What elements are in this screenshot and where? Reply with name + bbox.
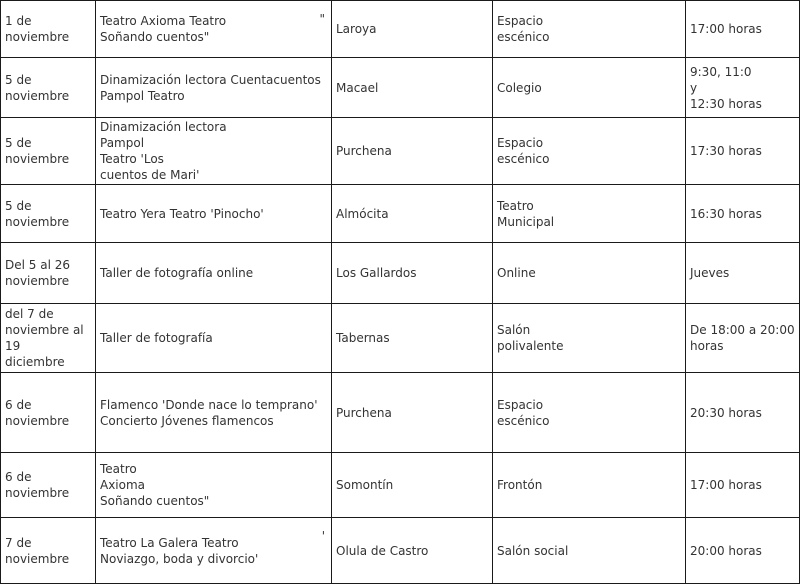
time-cell-text: 20:00 horas [690,543,762,558]
venue-cell-text: Espacio escénico [497,14,550,44]
date-cell [0,118,96,185]
date-cell-text: Del 5 al 26 noviembre [5,258,70,288]
time-cell-text: 9:30, 11:0 y 12:30 horas [690,64,762,111]
date-cell [0,518,96,584]
place-cell [332,243,493,304]
time-cell [686,453,800,518]
time-cell [686,518,800,584]
activity-cell-text: Teatro Axioma Soñando cuentos" [100,462,210,508]
place-cell-text: Purchena [336,144,392,158]
activity-cell [96,373,332,453]
date-cell [0,185,96,243]
venue-cell-text: Online [497,266,536,280]
time-cell [686,243,800,304]
activity-cell [96,185,332,243]
date-cell [0,0,96,58]
place-cell [332,453,493,518]
activity-cell [96,518,332,584]
venue-cell [493,118,686,185]
venue-cell [493,0,686,58]
activity-cell [96,453,332,518]
place-cell-text: Laroya [336,22,377,36]
time-cell [686,58,800,118]
venue-cell-text: Salón polivalente [497,323,564,353]
activity-cell-text: Teatro La Galera Teatro Noviazgo, boda y divorcio' [100,535,259,566]
activity-cell-text: Taller de fotografía online [100,266,254,280]
place-cell [332,518,493,584]
activity-cell-text: Dinamización lectora Cuentacuentos Pampol Teatro [100,72,321,103]
venue-cell [493,304,686,373]
date-cell [0,373,96,453]
venue-cell-text: Espacio escénico [497,397,550,428]
venue-cell-text: Colegio [497,80,542,95]
venue-cell [493,518,686,584]
place-cell-text: Macael [336,80,379,95]
place-cell-text: Olula de Castro [336,543,429,558]
date-cell-text: 6 de noviembre [5,397,70,428]
date-cell-text: 6 de noviembre [5,470,70,500]
place-cell [332,58,493,118]
place-cell-text: Los Gallardos [336,266,417,280]
time-cell-text: 17:30 horas [690,144,762,158]
venue-cell [493,373,686,453]
activity-quote-mark: " [319,12,325,26]
place-cell [332,0,493,58]
time-cell [686,373,800,453]
activity-cell-text: Dinamización lectora Pampol Teatro 'Los cuentos de Mari' [100,120,227,182]
activity-cell [96,0,332,58]
place-cell-text: Tabernas [336,331,390,345]
venue-cell [493,185,686,243]
venue-cell-text: Teatro Municipal [497,198,555,229]
date-cell-text: del 7 de noviembre al 19 diciembre [5,307,84,369]
date-cell-text: 5 de noviembre [5,198,70,229]
venue-cell-text: Salón social [497,543,569,558]
time-cell [686,185,800,243]
time-cell-text: Jueves [690,266,730,280]
activity-cell [96,304,332,373]
time-cell-text: 16:30 horas [690,206,762,221]
date-cell-text: 7 de noviembre [5,535,70,566]
activity-cell-text: Taller de fotografía [100,331,213,345]
activity-cell-text: Teatro Axioma Teatro Soñando cuentos" [100,14,227,44]
venue-cell [493,243,686,304]
activity-cell-text: Teatro Yera Teatro 'Pinocho' [100,206,264,221]
place-cell [332,118,493,185]
activity-quote-mark: ' [321,529,325,543]
place-cell-text: Almócita [336,206,389,221]
date-cell-text: 5 de noviembre [5,72,70,103]
venue-cell-text: Frontón [497,478,543,492]
time-cell [686,304,800,373]
date-cell-text: 5 de noviembre [5,136,70,166]
time-cell [686,0,800,58]
time-cell-text: 20:30 horas [690,405,762,420]
activity-cell [96,118,332,185]
place-cell-text: Purchena [336,405,392,420]
time-cell-text: 17:00 horas [690,22,762,36]
time-cell-text: De 18:00 a 20:00 horas [690,323,795,353]
date-cell [0,243,96,304]
place-cell [332,185,493,243]
date-cell [0,58,96,118]
venue-cell [493,58,686,118]
venue-cell-text: Espacio escénico [497,136,550,166]
place-cell [332,304,493,373]
venue-cell [493,453,686,518]
date-cell [0,304,96,373]
activity-cell [96,58,332,118]
date-cell [0,453,96,518]
time-cell [686,118,800,185]
date-cell-text: 1 de noviembre [5,14,70,44]
place-cell [332,373,493,453]
activity-cell [96,243,332,304]
activity-cell-text: Flamenco 'Donde nace lo temprano' Concierto Jóvenes flamencos [100,397,318,428]
time-cell-text: 17:00 horas [690,478,762,492]
place-cell-text: Somontín [336,478,394,492]
